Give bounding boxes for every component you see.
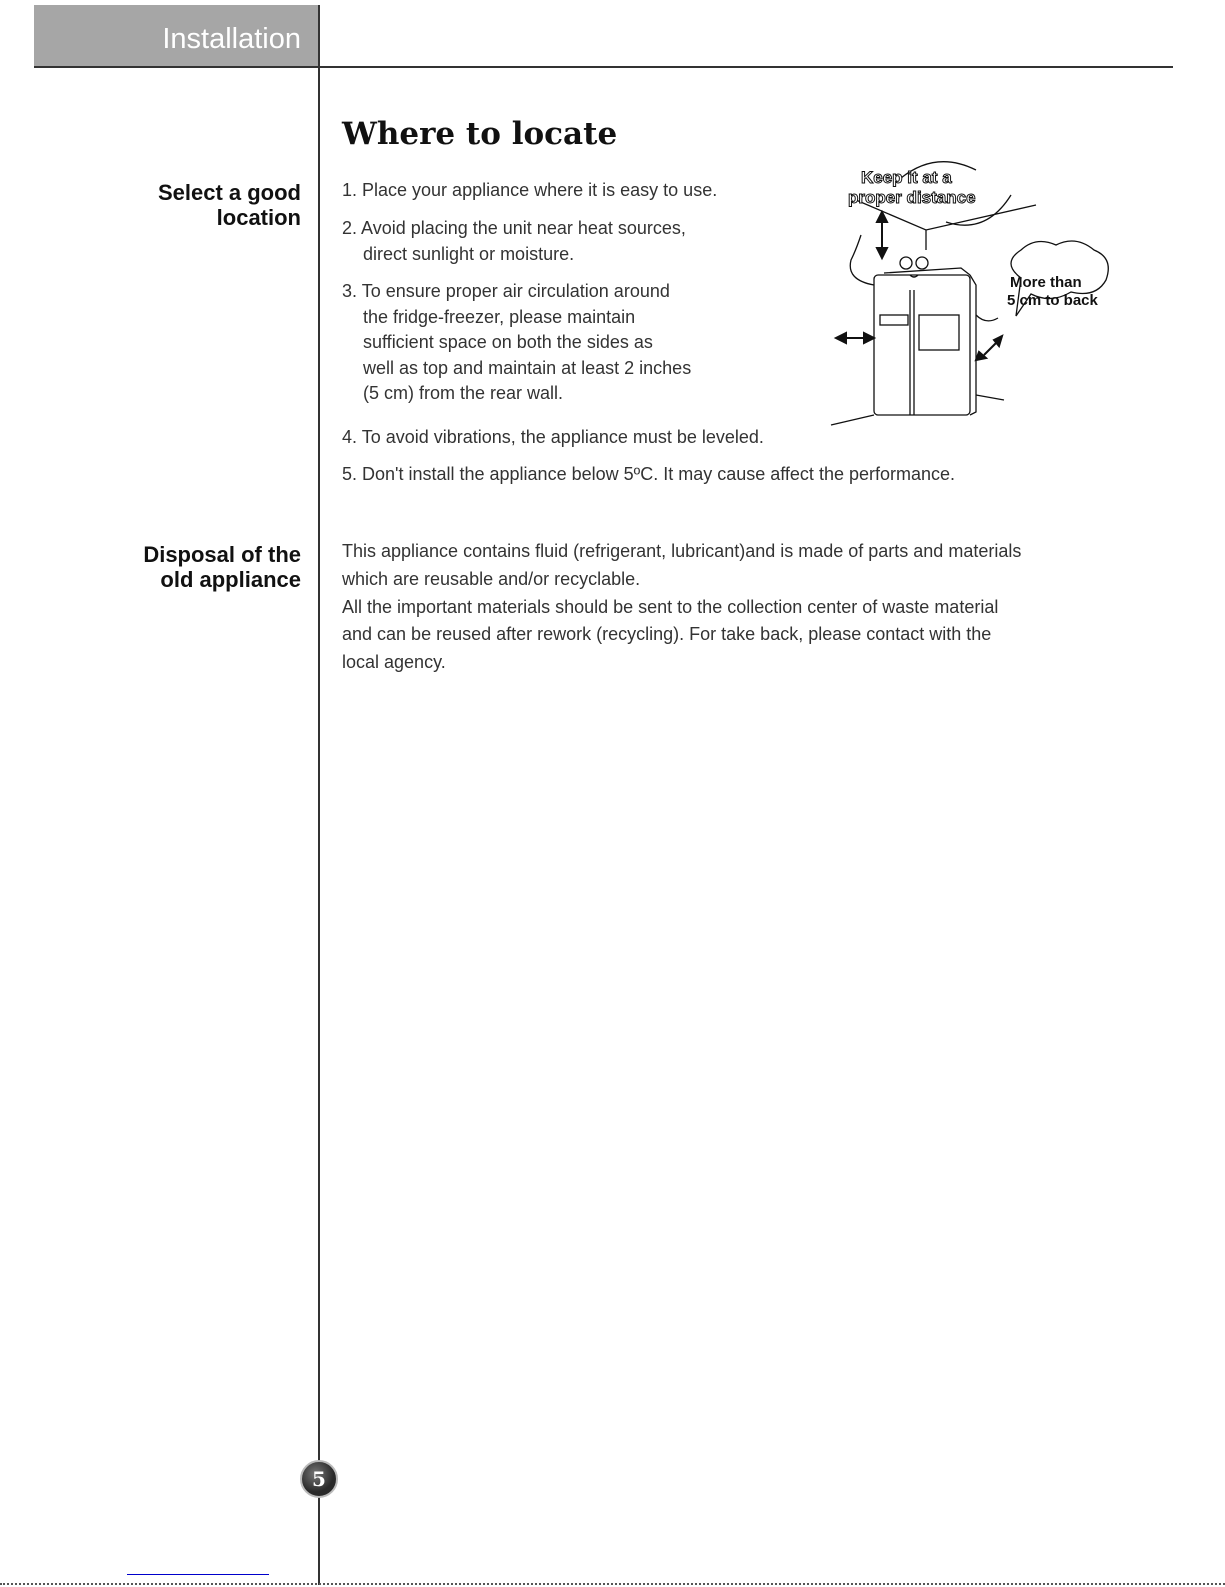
fridge-clearance-illustration (826, 150, 1126, 435)
list-item (342, 462, 955, 488)
item-text: direct sunlight or moisture. (363, 243, 575, 264)
header-divider (34, 66, 1173, 68)
paragraph-line: This appliance contains fluid (refrigerant, lubricant)and is made of parts and materials (342, 541, 1022, 561)
item-text: 1. Place your appliance where it is easy to use. (342, 180, 718, 200)
item-text: 3. To ensure proper air circulation around (342, 281, 670, 301)
side-label-line: Disposal of the (143, 542, 301, 567)
paragraph-line: All the important materials should be sent to the collection center of waste material (342, 596, 999, 617)
callout-back-line: 5 cm to back (1007, 292, 1098, 309)
item-text: (5 cm) from the rear wall. (363, 383, 564, 403)
side-label-line: old appliance (160, 567, 301, 592)
section-header (34, 5, 319, 67)
page-number-badge: 5 (300, 1460, 338, 1498)
item-text: 5. Don't install the appliance below 5ºC. It may cause affect the performance. (342, 464, 956, 484)
item-text: the fridge-freezer, please maintain (363, 306, 636, 327)
list-item (342, 279, 691, 407)
section-title: Installation (162, 23, 301, 55)
link-underline (127, 1574, 269, 1575)
column-divider (318, 5, 320, 1585)
item-text: well as top and maintain at least 2 inches (363, 357, 692, 378)
callout-back-line: More than (1010, 274, 1082, 291)
side-label-line: location (216, 205, 301, 230)
side-label-disposal (143, 542, 301, 592)
side-label-line: Select a good (157, 180, 301, 205)
paragraph-line: local agency. (342, 652, 446, 673)
disposal-paragraph (342, 538, 1122, 677)
side-label-location (158, 180, 301, 230)
list-item (342, 178, 717, 204)
list-item (342, 216, 686, 267)
item-text: sufficient space on both the sides as (363, 332, 653, 352)
callout-top-line: Keep it at a (861, 168, 952, 187)
paragraph-line: which are reusable and/or recyclable. (342, 568, 641, 589)
bottom-border (0, 1583, 1225, 1587)
item-text: 2. Avoid placing the unit near heat sources, (342, 218, 686, 238)
page-title: Where to locate (342, 116, 618, 152)
item-text: 4. To avoid vibrations, the appliance must be leveled. (342, 427, 764, 447)
paragraph-line: and can be reused after rework (recycling). For take back, please contact with the (342, 624, 992, 645)
list-item (342, 425, 764, 451)
callout-top-line: proper distance (848, 188, 976, 207)
